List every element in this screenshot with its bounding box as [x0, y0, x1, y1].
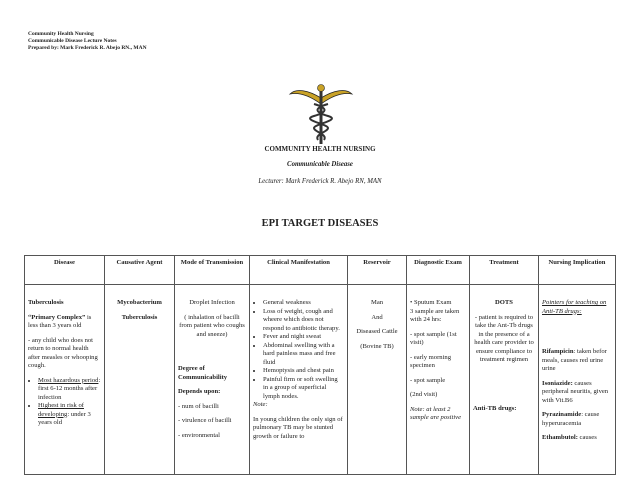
- mode-line: Droplet Infection: [189, 299, 235, 306]
- document-subtitle: Communicable Disease: [287, 161, 353, 168]
- header-line: Community Health Nursing: [28, 31, 94, 37]
- sputum-exam: • Sputum Exam 3 sample are taken with 24 hrs:: [410, 299, 460, 323]
- header-line: Prepared by: Mark Frederick R. Abejo RN., MAN: [28, 45, 147, 51]
- sputum-label: Sputum Exam: [413, 299, 452, 306]
- drug-desc: : taken befor meals, causes red urine urine: [542, 348, 607, 372]
- depends-label: Depends upon:: [178, 388, 221, 395]
- primary-text: is less than 3 years old: [28, 313, 92, 329]
- drug-name: Rifampicin: [542, 348, 574, 355]
- column-header: Disease: [25, 256, 105, 285]
- symptom-item: • Hemoptysis and chest pain: [263, 367, 344, 376]
- table-row: [25, 285, 616, 475]
- primary-label: “Primary Complex”: [28, 313, 86, 321]
- depends-item: - virulence of bacilli: [178, 417, 232, 424]
- hazard-text: : first 6-12 months after infection: [38, 376, 101, 401]
- pointers-heading: Pointers for teaching on Anti-TB drugs:: [542, 299, 607, 315]
- header-line: Communicable Disease Lecture Notes: [28, 38, 117, 44]
- table-header-row: [25, 256, 616, 285]
- caduceus-logo: [288, 80, 354, 146]
- column-header: Mode of Transmission: [175, 256, 250, 285]
- nursing-cell: [539, 285, 616, 475]
- risk-text: : under 3 years old: [38, 410, 91, 426]
- diagnostic-cell: [407, 285, 470, 475]
- antitb-label: Anti-TB drugs:: [473, 404, 517, 412]
- mode-line: ( inhalation of bacilli from patient who coughs and sneeze): [179, 313, 245, 338]
- document-title: COMMUNITY HEALTH NURSING: [264, 145, 376, 153]
- primary-complex: [28, 314, 101, 331]
- symptom-item: • Fever and night sweat: [263, 333, 344, 342]
- column-header: Diagnostic Exam: [407, 256, 470, 285]
- column-header: Treatment: [470, 256, 539, 285]
- drug-item: [542, 434, 612, 443]
- disease-name: Tuberculosis: [28, 299, 64, 306]
- risk-label: Highest in risk of developing: [38, 402, 84, 418]
- column-header: Causative Agent: [105, 256, 175, 285]
- sputum-text: 3 sample are taken with 24 hrs:: [410, 307, 460, 323]
- drug-item: [542, 348, 612, 374]
- symptom-item: • General weakness: [263, 299, 344, 308]
- degree-label: Degree of Communicability: [178, 365, 228, 381]
- clinical-cell: [250, 285, 348, 475]
- symptom-item: • Painful firm or soft swelling in a group of superficial lymph nodes.: [263, 376, 344, 402]
- drug-name: Ethambutol:: [542, 434, 578, 441]
- reservoir-item: Diseased Cattle: [356, 328, 398, 335]
- note-text: In young children the only sign of pulmonary TB may be stunted growth or failure to: [253, 415, 343, 440]
- agent-line: Tuberculosis: [121, 313, 158, 321]
- diag-item: - spot sample: [410, 376, 446, 384]
- agent-line: Mycobacterium: [117, 299, 162, 306]
- reservoir-item: Man: [370, 299, 384, 306]
- dots-label: DOTS: [495, 299, 513, 306]
- diag-item: (2nd visit): [410, 391, 438, 398]
- diag-item: - spot sample (1st visit): [410, 330, 457, 346]
- treatment-cell: [470, 285, 539, 475]
- epi-diseases-table: [24, 255, 616, 475]
- hazard-label: Most hazardous period: [38, 376, 99, 384]
- diag-item: - early morning specimen: [410, 353, 452, 369]
- column-header: Nursing Implication: [539, 256, 616, 285]
- symptom-item: • Loss of weight, cough and wheere which does not respond to antibiotic therapy.: [263, 308, 344, 334]
- section-title: EPI TARGET DISEASES: [261, 218, 379, 229]
- drug-desc: causes: [577, 434, 597, 441]
- mode-cell: [175, 285, 250, 475]
- depends-item: - num of bacilli: [178, 402, 219, 410]
- column-header: Clinical Manifestation: [250, 256, 348, 285]
- hazard-item: [38, 377, 101, 403]
- reservoir-item: (Bovine TB): [360, 342, 394, 350]
- symptom-item: • Abdominal swelling with a hard painless mass and free fluid: [263, 342, 344, 368]
- drug-desc: : cause hyperuracemia: [542, 411, 600, 427]
- drug-desc: causes peripheral neuritis, given with Vit.B6: [542, 379, 609, 404]
- drug-item: [542, 380, 612, 406]
- reservoir-item: And: [371, 313, 383, 321]
- agent-cell: [105, 285, 175, 475]
- drug-item: [542, 411, 612, 428]
- reservoir-cell: [348, 285, 407, 475]
- document-header: [28, 31, 147, 52]
- column-header: Reservoir: [348, 256, 407, 285]
- disease-cell: [25, 285, 105, 475]
- depends-item: - environmental: [178, 431, 220, 439]
- any-child: - any child who does not return to normal health after measles or whooping cough.: [28, 336, 98, 369]
- note-label: Note:: [253, 401, 268, 408]
- drug-name: Pyrazinamide: [542, 411, 582, 418]
- diag-note: Note: at least 2 sample are positive: [410, 405, 462, 421]
- risk-item: [38, 402, 101, 428]
- drug-name: Isoniazide:: [542, 379, 573, 387]
- lecturer: Lecturer: Mark Frederick R. Abejo RN, MAN: [258, 178, 382, 185]
- dots-desc: - patient is required to take the Ant-Tb drugs in the presence of a health care provider to ensure compliance to treatment regimen: [474, 313, 534, 363]
